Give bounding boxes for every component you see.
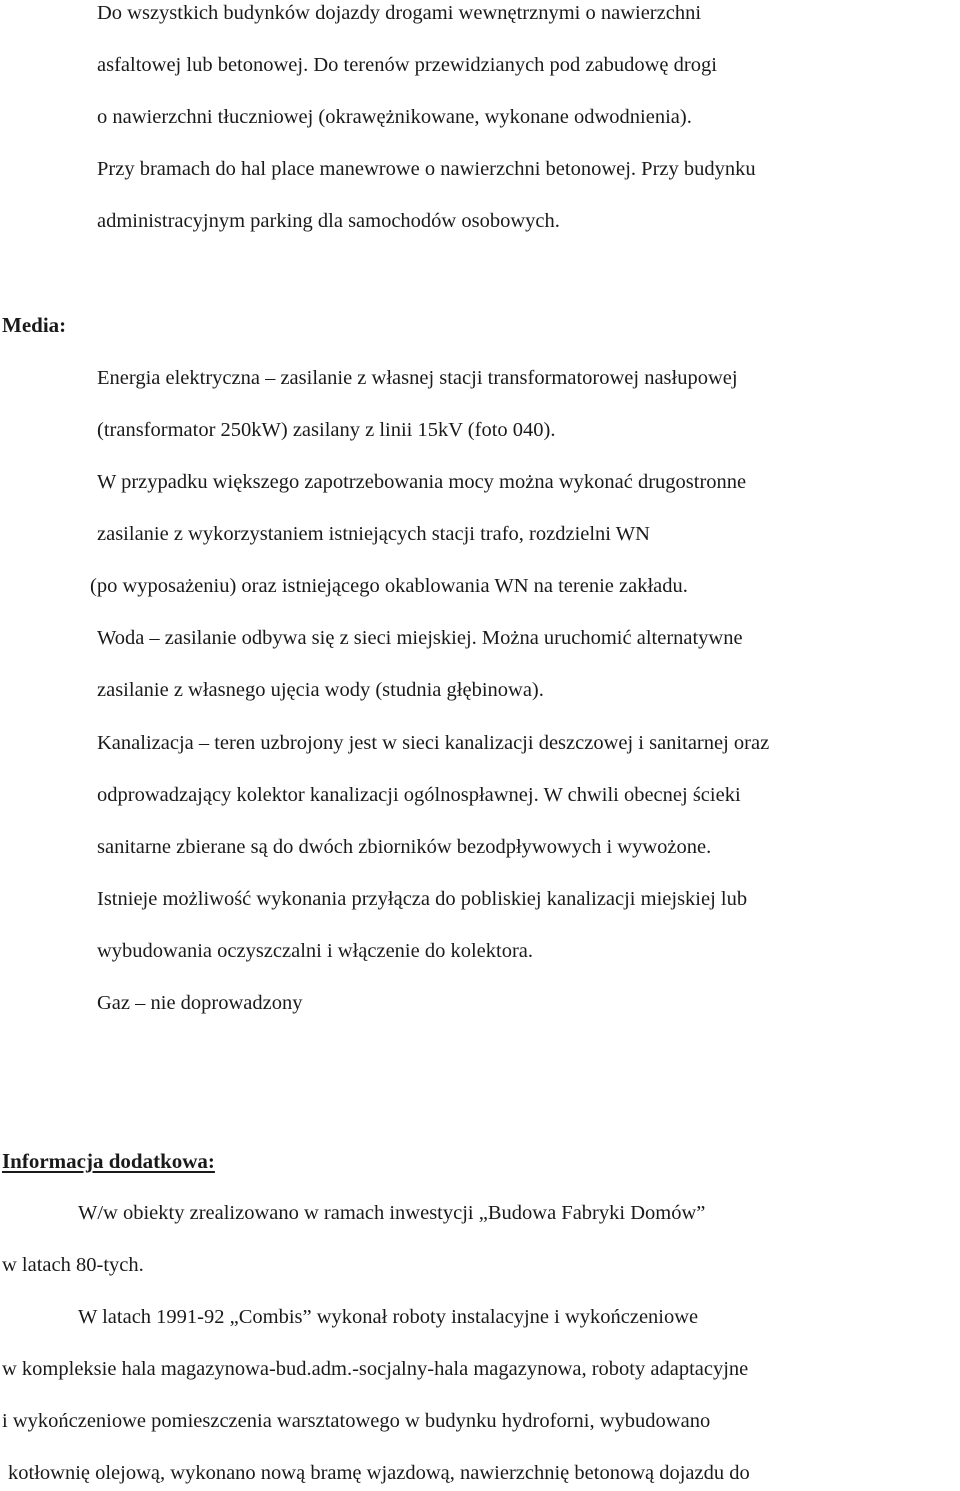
media-line: zasilanie z wykorzystaniem istniejących stacji trafo, rozdzielni WN [97,523,650,545]
media-line: W przypadku większego zapotrzebowania mocy można wykonać drugostronne [97,471,747,493]
info-line: i wykończeniowe pomieszczenia warsztatowego w budynku hydroforni, wybudowano [2,1410,711,1432]
media-line: Energia elektryczna – zasilanie z własnej stacji transformatorowej nasłupowej [97,367,738,389]
media-line: Kanalizacja – teren uzbrojony jest w sieci kanalizacji deszczowej i sanitarnej oraz [97,732,770,754]
media-line: wybudowania oczyszczalni i włączenie do kolektora. [97,940,534,962]
media-line: (po wyposażeniu) oraz istniejącego okablowania WN na terenie zakładu. [90,575,688,597]
media-line: (transformator 250kW) zasilany z linii 15kV (foto 040). [97,419,556,441]
roads-line: Do wszystkich budynków dojazdy drogami wewnętrznymi o nawierzchni [97,2,702,24]
info-line: W/w obiekty zrealizowano w ramach inwestycji „Budowa Fabryki Domów” [78,1202,706,1224]
roads-line: administracyjnym parking dla samochodów osobowych. [97,210,560,232]
media-heading: Media: [2,313,67,337]
info-line: w kompleksie hala magazynowa-bud.adm.-socjalny-hala magazynowa, roboty adaptacyjne [2,1358,749,1380]
roads-line: Przy bramach do hal place manewrowe o nawierzchni betonowej. Przy budynku [97,158,756,180]
media-line: zasilanie z własnego ujęcia wody (studnia głębinowa). [97,679,544,701]
info-heading: Informacja dodatkowa: [2,1149,215,1173]
info-line: kotłownię olejową, wykonano nową bramę wjazdową, nawierzchnię betonową dojazdu do [8,1462,750,1484]
media-line: Istnieje możliwość wykonania przyłącza do pobliskiej kanalizacji miejskiej lub [97,888,748,910]
roads-line: asfaltowej lub betonowej. Do terenów przewidzianych pod zabudowę drogi [97,54,717,76]
media-line: sanitarne zbierane są do dwóch zbiorników bezodpływowych i wywożone. [97,836,712,858]
info-line: w latach 80-tych. [2,1254,144,1276]
media-line: Gaz – nie doprowadzony [97,992,303,1014]
roads-line: o nawierzchni tłuczniowej (okrawężnikowane, wykonane odwodnienia). [97,106,692,128]
info-line: W latach 1991-92 „Combis” wykonał roboty instalacyjne i wykończeniowe [78,1306,699,1328]
media-line: Woda – zasilanie odbywa się z sieci miejskiej. Można uruchomić alternatywne [97,627,743,649]
media-line: odprowadzający kolektor kanalizacji ogólnospławnej. W chwili obecnej ścieki [97,784,741,806]
